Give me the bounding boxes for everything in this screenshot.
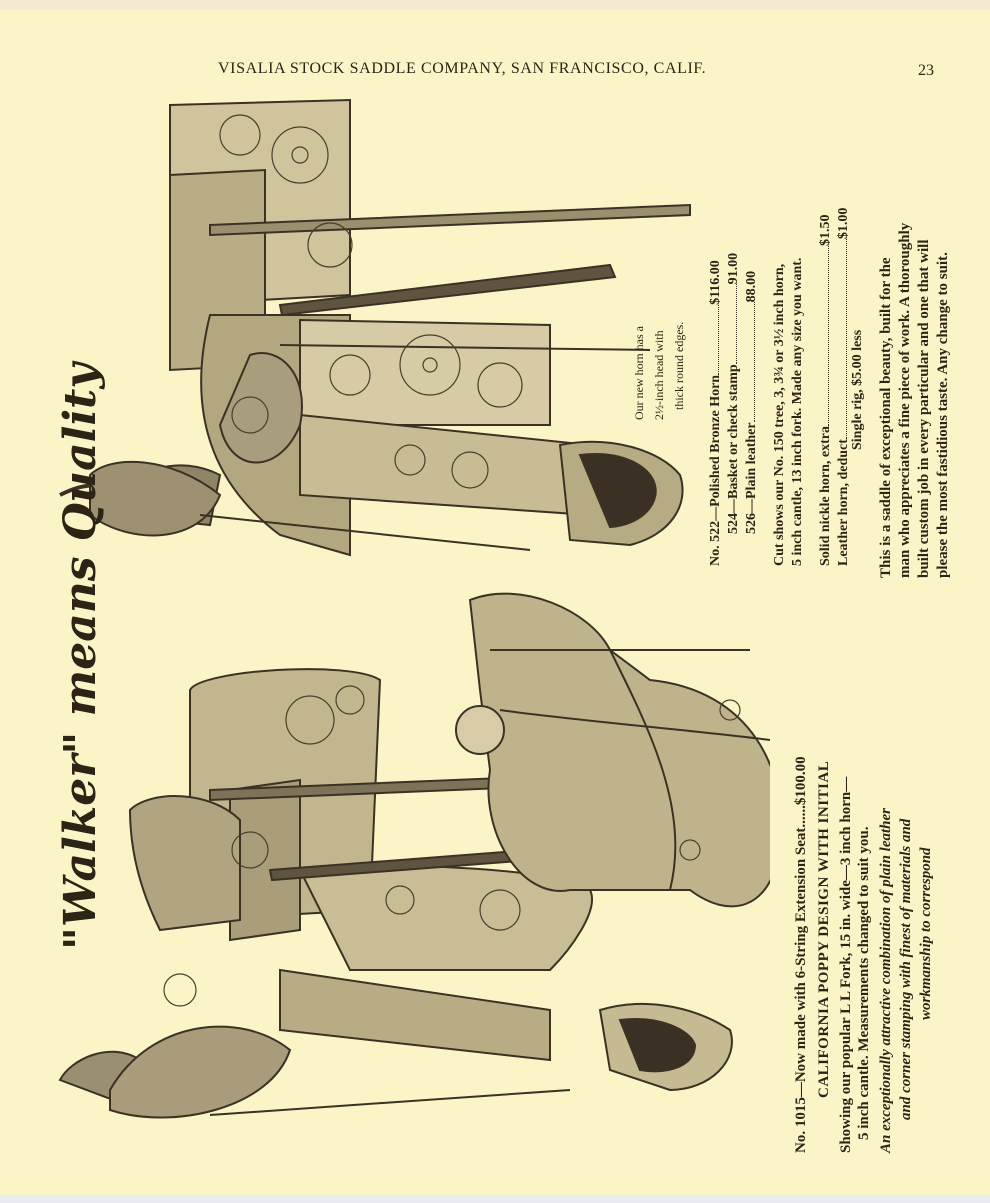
price-line-526 <box>744 271 760 566</box>
description-line-4: please the most fastidious taste. Any change to suit. <box>935 252 951 578</box>
horn-caption-line-1: Our new horn has a <box>632 326 646 420</box>
item-1015-spec-1: Showing our popular L L Fork, 15 in. wide—3 inch horn— <box>838 776 854 1153</box>
price-value-526: 88.00 <box>744 270 759 303</box>
item-1015-title: No. 1015—Now made with 6-String Extension Seat......$100.00 <box>793 756 809 1153</box>
item-1015-spec-2: 5 inch cantle. Measurements changed to suit you. <box>856 826 872 1140</box>
price-label-522: No. 522—Polished Bronze Horn <box>708 374 723 566</box>
price-value-522: $116.00 <box>708 260 723 305</box>
extra-label-leather: Leather horn, deduct <box>836 439 851 566</box>
price-line-522 <box>708 260 724 566</box>
extra-line-nickle <box>818 214 834 566</box>
single-rig-note: Single rig, $5.00 less <box>850 329 865 450</box>
extra-label-nickle: Solid nickle horn, extra <box>818 425 833 566</box>
item-1015-desc-3: workmanship to correspond <box>918 847 934 1020</box>
horn-caption-line-2: 2½-inch head with <box>652 330 666 420</box>
price-line-524 <box>726 253 742 566</box>
page-number: 23 <box>918 62 934 79</box>
saddle-illustration-right <box>50 95 700 575</box>
price-label-526: 526—Plain leather <box>744 422 759 534</box>
item-1015-design: CALIFORNIA POPPY DESIGN WITH INITIAL <box>816 760 832 1098</box>
page-top-edge <box>0 0 990 10</box>
page-header: VISALIA STOCK SADDLE COMPANY, SAN FRANCISCO, CALIF. <box>218 60 707 77</box>
item-1015-desc-1: An exceptionally attractive combination of plain leather <box>878 808 894 1153</box>
item-1015-desc-2: and corner stamping with finest of materials and <box>898 818 914 1120</box>
price-value-524: 91.00 <box>726 252 741 285</box>
price-label-524: 524—Basket or check stamp <box>726 364 741 534</box>
description-line-3: built custom job in every particular and one that will <box>916 239 932 578</box>
horn-caption-line-3: thick round edges. <box>672 321 686 410</box>
cut-description-line-1: Cut shows our No. 150 tree, 3, 3¾ or 3½ inch horn, <box>772 263 787 566</box>
description-line-1: This is a saddle of exceptional beauty, built for the <box>878 257 894 578</box>
page-bottom-edge <box>0 1195 990 1203</box>
slogan-text: "Walker" means Quality <box>55 363 106 950</box>
saddle-illustration-left <box>50 590 770 1140</box>
cut-description-line-2: 5 inch cantle, 13 inch fork. Made any size you want. <box>790 257 805 566</box>
extra-price-nickle: $1.50 <box>818 214 833 246</box>
description-line-2: man who appreciates a fine piece of work. A thoroughly <box>897 222 913 578</box>
extra-price-leather: $1.00 <box>836 207 851 240</box>
